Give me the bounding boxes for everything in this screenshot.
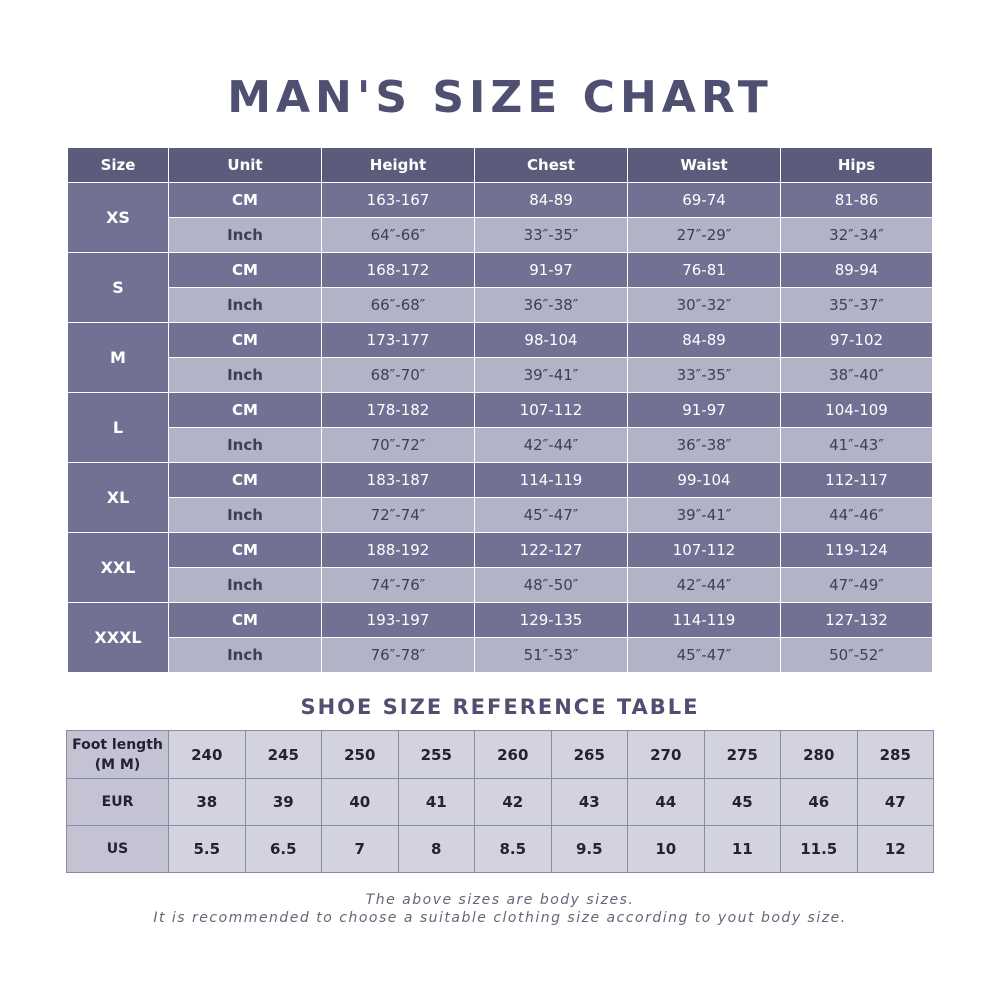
- foot-length-cell: 260: [475, 731, 552, 779]
- foot-length-cell: 280: [781, 731, 858, 779]
- unit-cell: CM: [169, 323, 322, 358]
- us-cell: 8.5: [475, 826, 552, 873]
- chest-cell: 84-89: [475, 183, 628, 218]
- header-size: Size: [68, 148, 169, 183]
- size-row-xxxl-inch: [68, 638, 933, 673]
- hips-cell: 104-109: [781, 393, 933, 428]
- unit-cell: CM: [169, 533, 322, 568]
- foot-length-label: [67, 731, 169, 779]
- hips-cell: 112-117: [781, 463, 933, 498]
- foot-length-label-line1: Foot length: [72, 736, 163, 753]
- size-row-xs-inch: [68, 218, 933, 253]
- waist-cell: 36″-38″: [628, 428, 781, 463]
- foot-length-cell: 250: [322, 731, 399, 779]
- waist-cell: 33″-35″: [628, 358, 781, 393]
- waist-cell: 76-81: [628, 253, 781, 288]
- waist-cell: 30″-32″: [628, 288, 781, 323]
- height-cell: 66″-68″: [322, 288, 475, 323]
- eur-cell: 45: [704, 779, 781, 826]
- waist-cell: 27″-29″: [628, 218, 781, 253]
- size-label: S: [68, 253, 169, 323]
- height-cell: 168-172: [322, 253, 475, 288]
- shoe-table-title: SHOE SIZE REFERENCE TABLE: [300, 695, 700, 719]
- chest-cell: 48″-50″: [475, 568, 628, 603]
- waist-cell: 39″-41″: [628, 498, 781, 533]
- waist-cell: 99-104: [628, 463, 781, 498]
- chest-cell: 91-97: [475, 253, 628, 288]
- chest-cell: 33″-35″: [475, 218, 628, 253]
- unit-cell: Inch: [169, 428, 322, 463]
- foot-length-cell: 245: [245, 731, 322, 779]
- size-row-m-inch: [68, 358, 933, 393]
- size-label: L: [68, 393, 169, 463]
- foot-length-row: [67, 731, 934, 779]
- waist-cell: 42″-44″: [628, 568, 781, 603]
- hips-cell: 127-132: [781, 603, 933, 638]
- hips-cell: 41″-43″: [781, 428, 933, 463]
- size-row-l-inch: [68, 428, 933, 463]
- hips-cell: 89-94: [781, 253, 933, 288]
- foot-length-label-line2: (M M): [94, 756, 141, 773]
- height-cell: 173-177: [322, 323, 475, 358]
- us-cell: 11: [704, 826, 781, 873]
- chest-cell: 122-127: [475, 533, 628, 568]
- hips-cell: 44″-46″: [781, 498, 933, 533]
- eur-cell: 43: [551, 779, 628, 826]
- us-cell: 9.5: [551, 826, 628, 873]
- waist-cell: 91-97: [628, 393, 781, 428]
- eur-cell: 42: [475, 779, 552, 826]
- shoe-size-table: [66, 730, 934, 873]
- unit-cell: Inch: [169, 288, 322, 323]
- waist-cell: 114-119: [628, 603, 781, 638]
- unit-cell: Inch: [169, 218, 322, 253]
- chest-cell: 114-119: [475, 463, 628, 498]
- waist-cell: 84-89: [628, 323, 781, 358]
- hips-cell: 119-124: [781, 533, 933, 568]
- eur-row: [67, 779, 934, 826]
- note-line-2: It is recommended to choose a suitable clothing size according to yout body size.: [153, 910, 847, 926]
- unit-cell: Inch: [169, 638, 322, 673]
- unit-cell: Inch: [169, 498, 322, 533]
- us-cell: 7: [322, 826, 399, 873]
- hips-cell: 50″-52″: [781, 638, 933, 673]
- header-hips: Hips: [781, 148, 933, 183]
- unit-cell: CM: [169, 463, 322, 498]
- chest-cell: 51″-53″: [475, 638, 628, 673]
- eur-cell: 47: [857, 779, 934, 826]
- foot-length-cell: 265: [551, 731, 628, 779]
- waist-cell: 45″-47″: [628, 638, 781, 673]
- chest-cell: 45″-47″: [475, 498, 628, 533]
- size-label: XS: [68, 183, 169, 253]
- us-cell: 12: [857, 826, 934, 873]
- eur-cell: 39: [245, 779, 322, 826]
- unit-cell: Inch: [169, 568, 322, 603]
- us-cell: 10: [628, 826, 705, 873]
- unit-cell: Inch: [169, 358, 322, 393]
- hips-cell: 47″-49″: [781, 568, 933, 603]
- chest-cell: 36″-38″: [475, 288, 628, 323]
- hips-cell: 81-86: [781, 183, 933, 218]
- unit-cell: CM: [169, 393, 322, 428]
- us-cell: 5.5: [169, 826, 246, 873]
- foot-length-cell: 270: [628, 731, 705, 779]
- hips-cell: 97-102: [781, 323, 933, 358]
- size-row-xxl-inch: [68, 568, 933, 603]
- header-waist: Waist: [628, 148, 781, 183]
- header-chest: Chest: [475, 148, 628, 183]
- page-title: MAN'S SIZE CHART: [227, 72, 773, 123]
- size-chart-header-row: [68, 148, 933, 183]
- size-row-s-inch: [68, 288, 933, 323]
- header-height: Height: [322, 148, 475, 183]
- waist-cell: 69-74: [628, 183, 781, 218]
- note-line-1: The above sizes are body sizes.: [365, 892, 635, 908]
- height-cell: 193-197: [322, 603, 475, 638]
- size-row-xxxl-cm: [68, 603, 933, 638]
- hips-cell: 38″-40″: [781, 358, 933, 393]
- height-cell: 76″-78″: [322, 638, 475, 673]
- eur-cell: 40: [322, 779, 399, 826]
- us-row: [67, 826, 934, 873]
- chest-cell: 98-104: [475, 323, 628, 358]
- height-cell: 68″-70″: [322, 358, 475, 393]
- size-row-xl-cm: [68, 463, 933, 498]
- size-row-xs-cm: [68, 183, 933, 218]
- height-cell: 188-192: [322, 533, 475, 568]
- us-cell: 8: [398, 826, 475, 873]
- size-row-xl-inch: [68, 498, 933, 533]
- unit-cell: CM: [169, 183, 322, 218]
- foot-length-cell: 240: [169, 731, 246, 779]
- eur-cell: 41: [398, 779, 475, 826]
- foot-length-cell: 285: [857, 731, 934, 779]
- eur-cell: 44: [628, 779, 705, 826]
- waist-cell: 107-112: [628, 533, 781, 568]
- size-label: XL: [68, 463, 169, 533]
- size-label: XXL: [68, 533, 169, 603]
- size-label: XXXL: [68, 603, 169, 673]
- size-row-l-cm: [68, 393, 933, 428]
- size-row-s-cm: [68, 253, 933, 288]
- us-cell: 6.5: [245, 826, 322, 873]
- foot-length-cell: 255: [398, 731, 475, 779]
- foot-length-cell: 275: [704, 731, 781, 779]
- eur-cell: 38: [169, 779, 246, 826]
- chest-cell: 129-135: [475, 603, 628, 638]
- unit-cell: CM: [169, 603, 322, 638]
- height-cell: 178-182: [322, 393, 475, 428]
- hips-cell: 35″-37″: [781, 288, 933, 323]
- unit-cell: CM: [169, 253, 322, 288]
- chest-cell: 107-112: [475, 393, 628, 428]
- height-cell: 70″-72″: [322, 428, 475, 463]
- eur-cell: 46: [781, 779, 858, 826]
- eur-label: EUR: [67, 779, 169, 826]
- size-row-xxl-cm: [68, 533, 933, 568]
- us-cell: 11.5: [781, 826, 858, 873]
- chest-cell: 42″-44″: [475, 428, 628, 463]
- height-cell: 72″-74″: [322, 498, 475, 533]
- size-row-m-cm: [68, 323, 933, 358]
- height-cell: 163-167: [322, 183, 475, 218]
- height-cell: 183-187: [322, 463, 475, 498]
- height-cell: 74″-76″: [322, 568, 475, 603]
- height-cell: 64″-66″: [322, 218, 475, 253]
- chest-cell: 39″-41″: [475, 358, 628, 393]
- hips-cell: 32″-34″: [781, 218, 933, 253]
- header-unit: Unit: [169, 148, 322, 183]
- us-label: US: [67, 826, 169, 873]
- size-label: M: [68, 323, 169, 393]
- size-chart-table: [67, 147, 933, 673]
